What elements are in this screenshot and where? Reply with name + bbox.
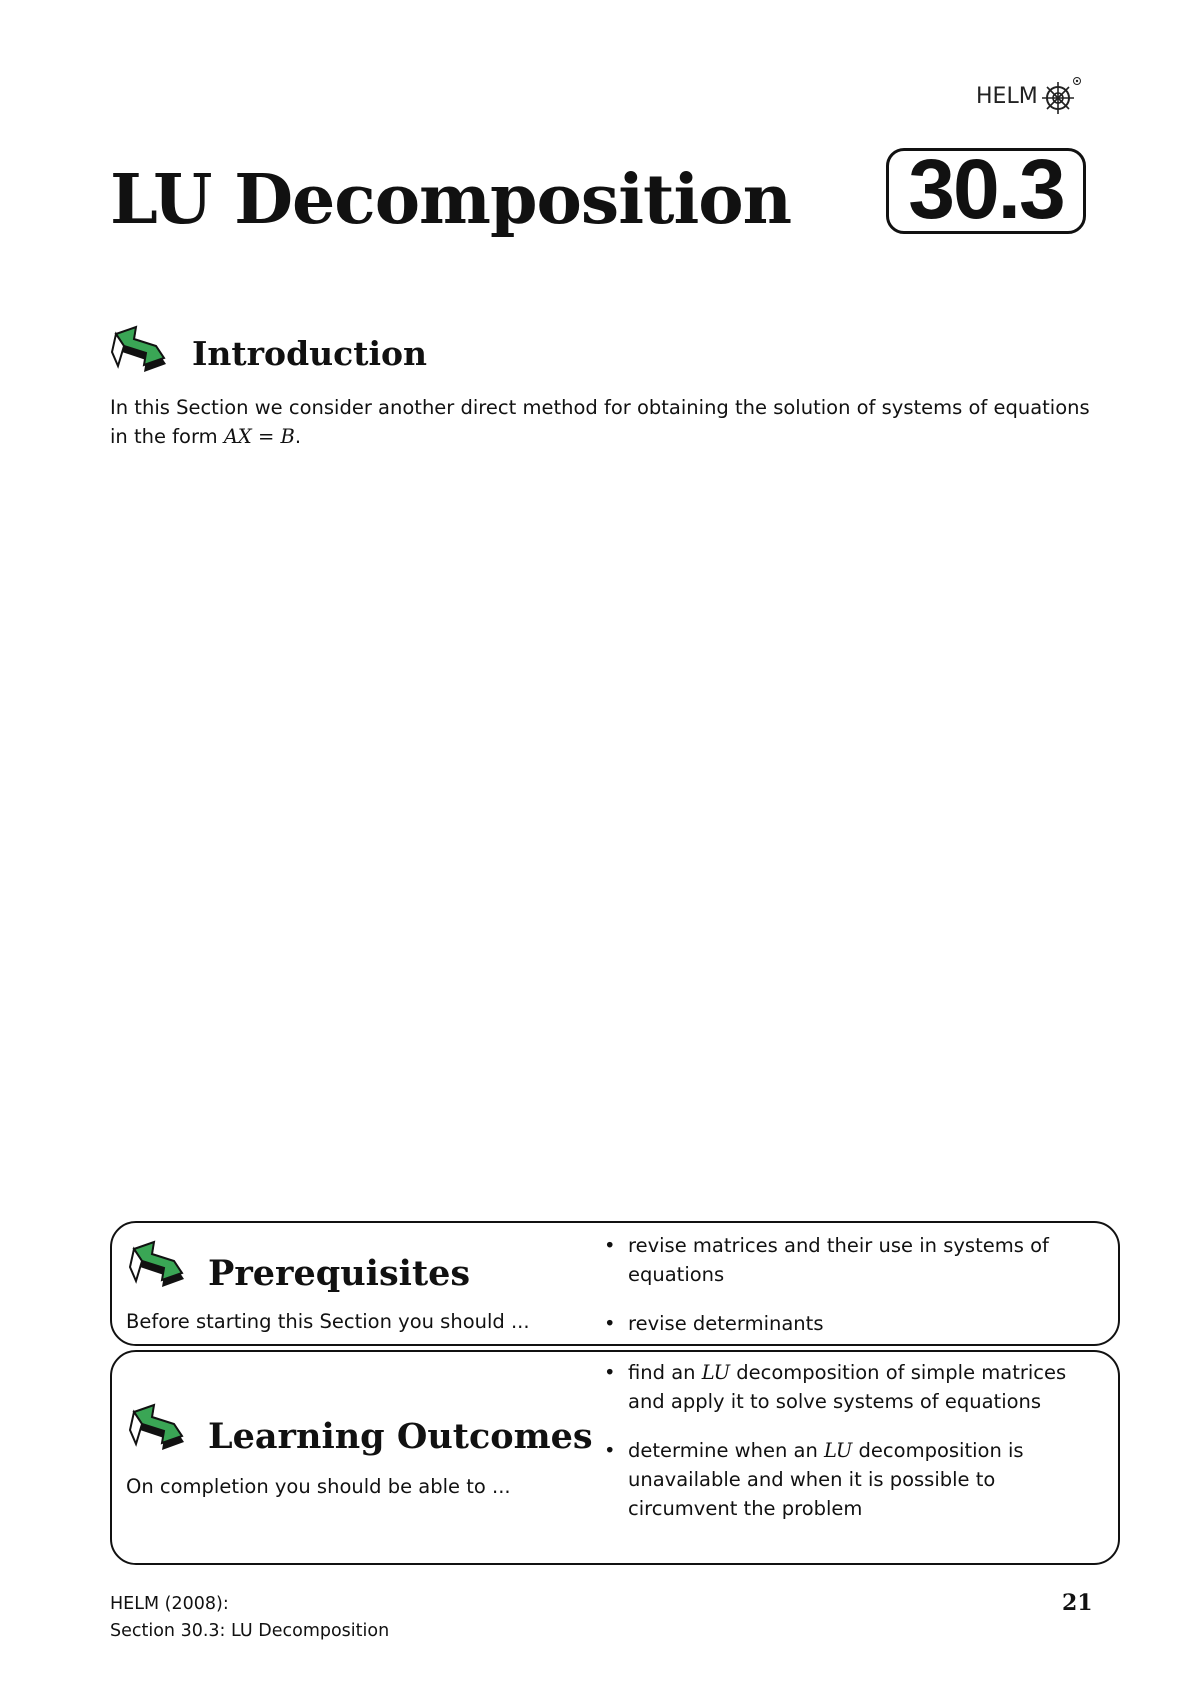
page-title: LU Decomposition [110, 160, 792, 240]
list-item-text: find an [628, 1361, 702, 1384]
footer-source-text: HELM (2008): [110, 1594, 229, 1614]
learning-outcomes-subtitle: On completion you should be able to ... [126, 1475, 511, 1498]
prerequisites-box [110, 1221, 1120, 1346]
prerequisites-list [604, 1231, 1104, 1338]
logo-text: HELM [976, 84, 1038, 109]
math-lu: LU [824, 1439, 853, 1462]
footer-source [110, 1591, 389, 1645]
intro-text-end: . [294, 425, 302, 448]
list-item-text: revise matrices and their use in systems of equations [628, 1234, 1049, 1286]
prerequisites-heading: Prerequisites [208, 1253, 471, 1294]
list-item: • revise matrices and their use in systems of equations [604, 1234, 1049, 1286]
introduction-paragraph [110, 393, 1110, 451]
ship-wheel-icon [1038, 76, 1082, 116]
section-number: 30.3 [908, 142, 1064, 236]
helm-logo [976, 76, 1086, 116]
list-item: • determine when an LU decomposition is unavailable and when it is possible to circumvent the problem [604, 1439, 1024, 1520]
math-lu: LU [701, 1361, 731, 1384]
intro-text: In this Section we consider another direct method for obtaining the solution of systems of equations in the form [110, 396, 1090, 448]
footer-section-text: Section 30.3: LU Decomposition [110, 1621, 390, 1641]
equation: AX = B [223, 425, 295, 448]
list-item-text: determine when an [628, 1439, 825, 1462]
prerequisites-subtitle: Before starting this Section you should ... [126, 1310, 530, 1333]
learning-outcomes-list [604, 1358, 1104, 1523]
list-item: • revise determinants [604, 1312, 824, 1335]
list-item-text: decomposition is unavailable and when it is possible to circumvent the problem [628, 1439, 1024, 1520]
list-item-text: revise determinants [628, 1312, 824, 1335]
section-number-badge [886, 142, 1086, 236]
list-item: • find an LU decomposition of simple matrices and apply it to solve systems of equations [604, 1361, 1067, 1413]
list-item-text: decomposition of simple matrices and apply it to solve systems of equations [628, 1361, 1067, 1413]
green-arrow-icon [126, 1400, 190, 1464]
green-arrow-icon [108, 322, 172, 386]
learning-outcomes-heading: Learning Outcomes [208, 1416, 593, 1457]
introduction-heading: Introduction [192, 334, 428, 373]
page-number: 21 [1062, 1590, 1093, 1616]
green-arrow-icon [126, 1237, 190, 1301]
learning-outcomes-box [110, 1350, 1120, 1565]
